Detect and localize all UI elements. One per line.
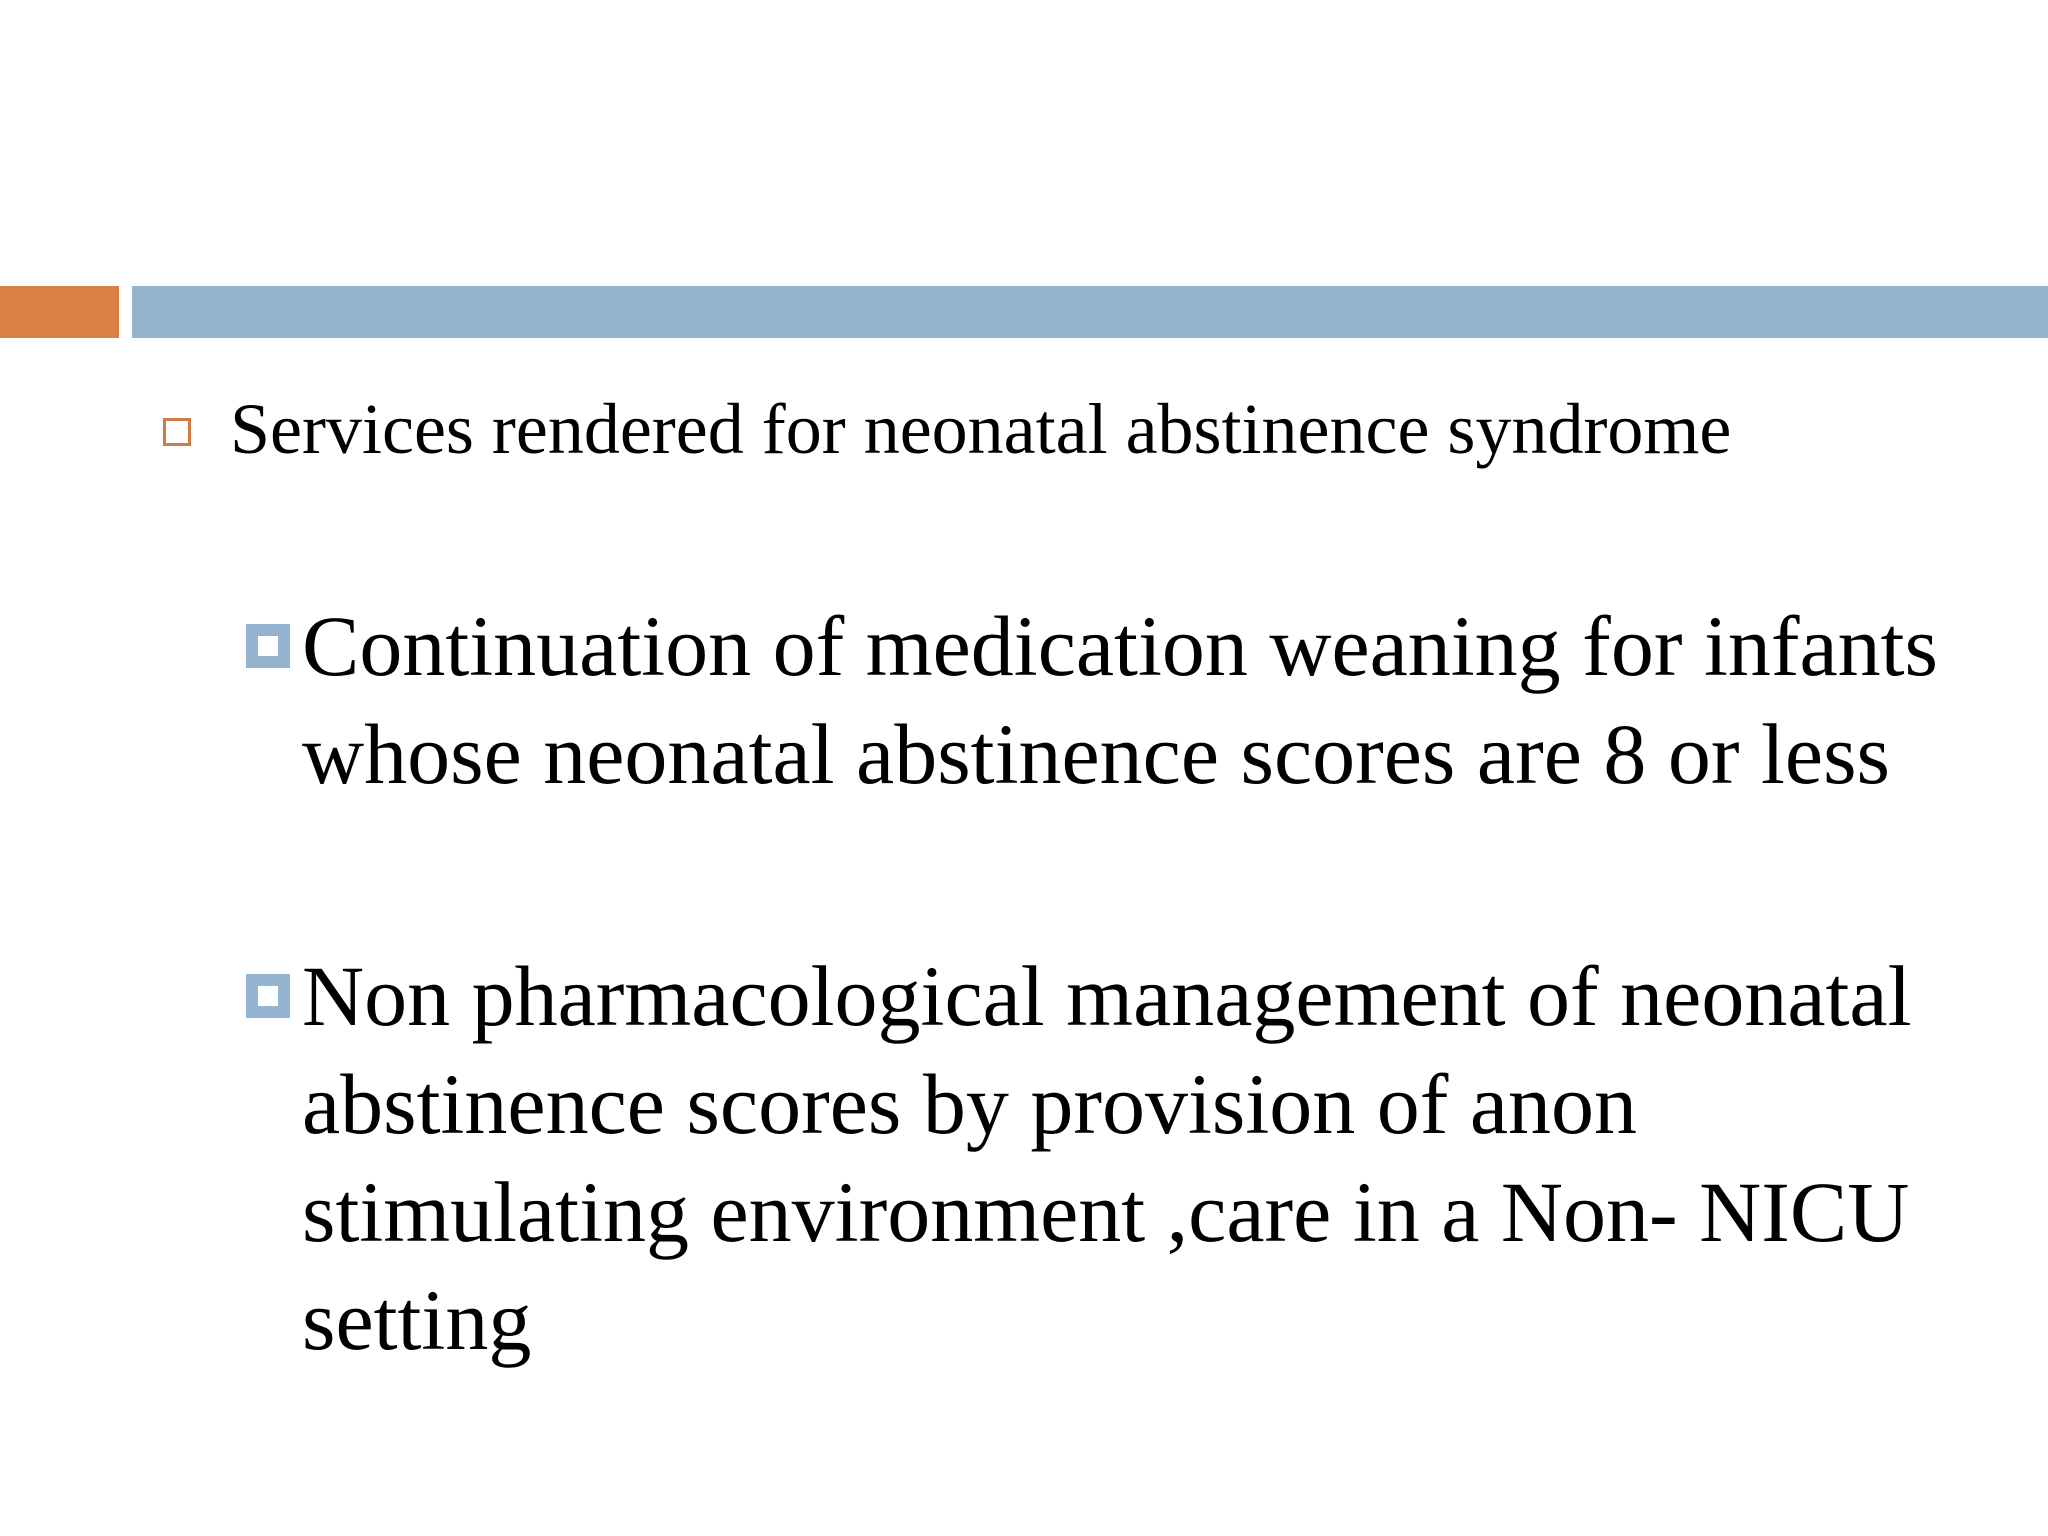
square-bullet-icon [246, 974, 290, 1018]
square-bullet-icon [163, 418, 191, 446]
bullet-text: Services rendered for neonatal abstinence syndrome [230, 389, 1732, 469]
square-bullet-icon [246, 624, 290, 668]
sub-bullet-text: Continuation of medication weaning for infants whose neonatal abstinence scores are 8 or less [302, 598, 1939, 802]
sub-bullet-text: Non pharmacological management of neonatal abstinence scores by provision of anon stimulating environment ,care in a Non- NICU setting [302, 948, 1912, 1368]
